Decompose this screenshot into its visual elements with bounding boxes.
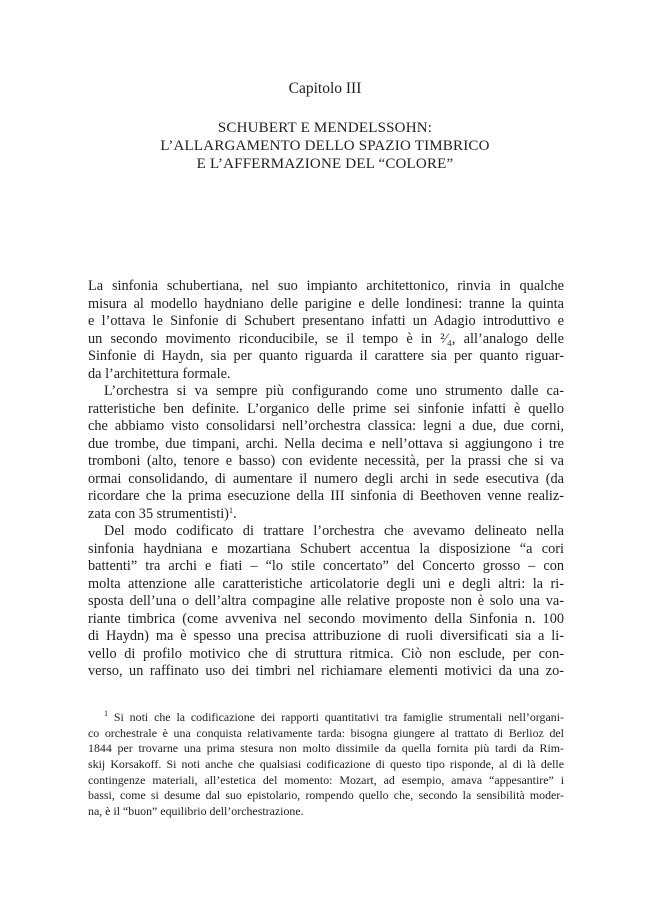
text-line (88, 383, 564, 401)
text-line-content: e l’ottava le Sinfonie di Schubert presentano infatti un Adagio introduttivo e (88, 313, 564, 329)
footnotes (88, 710, 564, 820)
text-line-content: vello di profilo motivico che di struttura ritmica. Ciò non esclude, per con- (88, 645, 564, 662)
paragraph (88, 278, 564, 383)
footnote-line (88, 804, 564, 820)
text-line (88, 576, 564, 594)
text-line (88, 471, 564, 489)
footnote-line-content: bassi, come si desume dal suo epistolario, rompendo quello che, secondo la sensibilità moder- (88, 788, 564, 803)
text-line-content: L’orchestra si va sempre più configurando come uno strumento dalle ca- (104, 383, 564, 399)
footnote-line (88, 788, 564, 804)
paragraph (88, 523, 564, 681)
footnote-line (88, 757, 564, 773)
text-line (88, 646, 564, 664)
footnote-line-content: na, è il “buon” equilibrio dell’orchestrazione. (88, 804, 304, 819)
footnote-line (88, 741, 564, 757)
text-line-content: di Haydn) ma è spesso una precisa attribuzione di ruoli diversificati sia a li- (88, 628, 564, 644)
text-line (88, 418, 564, 436)
text-line-content: zata con 35 strumentisti) (88, 505, 229, 522)
text-line-content: riante timbrica (come avveniva nel secondo movimento della Sinfonia n. 100 (88, 610, 564, 627)
text-line-content: ratteristiche ben definite. L’organico delle prime sei sinfonie infatti è quello (88, 400, 564, 417)
text-line-content: ricordare che la prima esecuzione della III sinfonia di Beethoven venne realiz- (88, 488, 564, 504)
text-line (88, 663, 564, 681)
text-line (88, 453, 564, 471)
text-line (88, 628, 564, 646)
text-line (88, 366, 564, 384)
text-line-content: verso, un raffinato uso dei timbri nel richiamare elementi motivici da una zo- (88, 663, 564, 679)
text-line-content: un secondo movimento riconducibile, se il tempo è in ²⁄₄, all’analogo delle (88, 330, 564, 347)
text-line-content: sinfonia haydniana e mozartiana Schubert accentua la disposizione “a cori (88, 540, 564, 557)
text-line (88, 488, 564, 506)
text-line (88, 506, 564, 524)
text-line (88, 523, 564, 541)
footnote-line-content: skij Korsakoff. Si noti anche che qualsiasi codificazione di questo tipo risponde, al di là delle (88, 757, 564, 772)
text-line (88, 611, 564, 629)
footnote-line-content: co orchestrale è una conquista relativamente tarda: bisogna giungere al trattato di Berlioz del (88, 725, 564, 740)
footnote-line (88, 710, 564, 726)
footnote-line (88, 773, 564, 789)
text-line (88, 331, 564, 349)
text-line-content: La sinfonia schubertiana, nel suo impianto architettonico, rinvia in qualche (88, 278, 564, 294)
text-line-content: due trombe, due timpani, archi. Nella decima e nell’ottava si aggiungono i tre (88, 435, 564, 452)
footnote-number: 1 (104, 709, 108, 718)
text-line-content: da l’architettura formale. (88, 365, 231, 382)
text-line-content: Sinfonie di Haydn, sia per quanto riguarda il carattere sia per quanto riguar- (88, 348, 564, 364)
text-line-content: sposta dell’una o dell’altra compagine alle relative proposte non è solo una va- (88, 593, 564, 609)
text-line-content: molta attenzione alle caratteristiche articolatorie degli uni e degli altri: la ri- (88, 575, 564, 592)
chapter-title-line: L’ALLARGAMENTO DELLO SPAZIO TIMBRICO (160, 138, 490, 154)
chapter-number: Capitolo III (288, 80, 362, 97)
text-line-content: tromboni (alto, tenore e basso) con evidente necessità, per la prassi che si va (88, 453, 564, 469)
text-line (88, 436, 564, 454)
footnote-line-content: 1844 per trovarne una prima stesura non molto dissimile da quella fornita più tardi da Rim- (88, 741, 564, 756)
text-line-content: ormai consolidando, di aumentare il numero degli archi in sede esecutiva (da (88, 470, 564, 487)
text-line (88, 313, 564, 331)
text-line-content: battenti” tra archi e fiati – “lo stile concertato” del Concerto grosso – con (88, 558, 564, 574)
text-line (88, 401, 564, 419)
chapter-title-line: SCHUBERT E MENDELSSOHN: (217, 120, 433, 136)
text-line (88, 348, 564, 366)
footnote-reference[interactable]: 1 (228, 505, 233, 515)
text-line (88, 296, 564, 314)
chapter-title (0, 119, 650, 173)
text-line (88, 558, 564, 576)
text-line-content: che abbiamo visto consolidarsi nell’orchestra classica: legni a due, due corni, (88, 418, 564, 434)
footnote-line-content: Si noti che la codificazione dei rapporti quantitativi tra famiglie strumentali nell’organi- (113, 710, 564, 724)
chapter-title-line: E L’AFFERMAZIONE DEL “COLORE” (196, 156, 454, 172)
text-line-tail: . (232, 505, 237, 522)
text-line (88, 278, 564, 296)
paragraph (88, 383, 564, 523)
body-text (88, 278, 564, 681)
footnote-line-content: contingenze materiali, all’estetica del momento: Mozart, ad esempio, amava “appesantire” i (88, 772, 564, 787)
text-line-content: Del modo codificato di trattare l’orchestra che avevamo delineato nella (104, 523, 564, 539)
footnote-line (88, 726, 564, 742)
text-line (88, 593, 564, 611)
text-line-content: misura al modello haydniano delle parigine e delle londinesi: tranne la quinta (88, 295, 564, 312)
text-line (88, 541, 564, 559)
